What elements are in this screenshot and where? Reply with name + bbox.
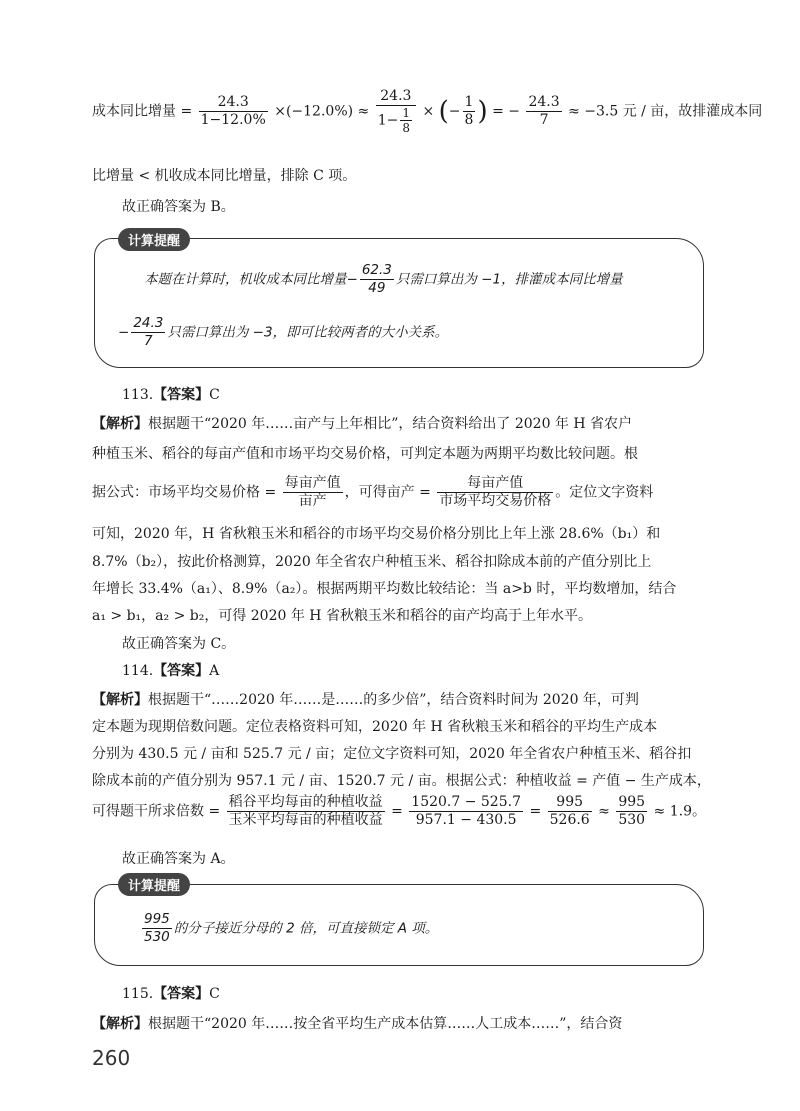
fraction <box>360 262 394 297</box>
fraction-den-prefix: 1− <box>377 112 399 129</box>
analysis-line <box>92 1013 622 1033</box>
fraction-numerator: 1 <box>402 106 410 120</box>
fraction-numerator: 24.3 <box>528 94 560 110</box>
question-heading <box>122 660 219 680</box>
fraction-denominator: 7 <box>539 112 549 128</box>
equals: = <box>529 803 542 820</box>
analysis-line: 年增长 33.4%（a₁）、8.9%（a₂）。根据两期平均数比较结论：当 a>b 时，平均数增加，结合 <box>92 581 677 597</box>
fraction-numerator: 每亩产值 <box>284 475 341 491</box>
analysis-line: 定本题为现期倍数问题。定位表格资料可知，2020 年 H 省秋粮玉米和稻谷的平均生产成本 <box>92 719 658 735</box>
tip-text <box>144 262 623 297</box>
question-number: 114. <box>122 663 154 679</box>
fraction <box>616 794 647 829</box>
fraction-numerator: 1520.7 − 525.7 <box>411 794 521 810</box>
text-segment: 据公式：市场平均交易价格 = <box>92 484 277 501</box>
analysis-line: 8.7%（b₂），按此价格测算，2020 年全省农户种植玉米、稻谷扣除成本前的产值分别比上 <box>92 554 652 570</box>
fraction-numerator: 24.3 <box>199 94 268 112</box>
fraction-denominator: 530 <box>144 929 170 945</box>
formula-eq: = − <box>492 103 520 120</box>
conclusion: 故正确答案为 C。 <box>122 636 236 652</box>
fraction-denominator: 526.6 <box>549 812 590 828</box>
conclusion: 故正确答案为 A。 <box>122 851 235 867</box>
tip-label: 计算提醒 <box>118 228 190 251</box>
fraction-denominator: 1−12.0% <box>200 112 266 128</box>
text-segment: ≈ 1.9。 <box>653 803 706 820</box>
question-heading <box>122 384 220 404</box>
question-number: 113. <box>122 387 154 403</box>
analysis-line: 可知，2020 年，H 省秋粮玉米和稻谷的市场平均交易价格分别比上年上涨 28.6%（b₁）和 <box>92 526 661 542</box>
minus: − <box>118 324 130 341</box>
minus: − <box>448 103 461 120</box>
fraction <box>437 475 553 510</box>
fraction-numerator: 24.3 <box>376 88 416 106</box>
formula-lhs: 成本同比增量 = <box>92 103 193 120</box>
text-line: 比增量 < 机收成本同比增量，排除 C 项。 <box>92 168 357 184</box>
fraction-numerator: 24.3 <box>133 315 164 331</box>
fraction-numerator: 62.3 <box>361 262 392 278</box>
fraction <box>463 94 476 129</box>
question-number: 115. <box>122 986 154 1002</box>
answer-value: A <box>209 663 220 679</box>
analysis-line <box>92 413 632 433</box>
text-segment: 。定位文字资料 <box>555 484 654 501</box>
fraction-numerator: 995 <box>618 794 646 810</box>
analysis-text: 根据题干“……2020 年……是……的多少倍”，结合资料时间为 2020 年，可判 <box>148 692 639 708</box>
tip-label: 计算提醒 <box>118 873 190 896</box>
tip-text: 的分子接近分母的 2 倍，可直接锁定 A 项。 <box>173 920 439 937</box>
formula-line <box>92 88 762 135</box>
fraction <box>227 794 385 829</box>
answer-tag: 【答案】 <box>153 986 210 1002</box>
tip-text-b: 只需口算出为 −1，排灌成本同比增量 <box>395 271 623 288</box>
analysis-tag: 【解析】 <box>92 692 148 708</box>
fraction-denominator: 8 <box>464 112 474 128</box>
fraction <box>142 911 172 946</box>
tip-text-a: 本题在计算时，机收成本同比增量 <box>144 271 347 288</box>
fraction <box>376 88 416 135</box>
fraction-denominator: 957.1 − 430.5 <box>415 812 517 828</box>
fraction-numerator: 995 <box>548 794 592 812</box>
analysis-text: 根据题干“2020 年……按全省平均生产成本估算……人工成本……”，结合资 <box>148 1016 623 1032</box>
fraction <box>199 94 268 129</box>
analysis-line: 种植玉米、稻谷的每亩产值和市场平均交易价格，可判定本题为两期平均数比较问题。根 <box>92 446 638 462</box>
answer-value: C <box>209 986 220 1002</box>
analysis-tag: 【解析】 <box>92 416 148 432</box>
formula-mult: ×(−12.0%) ≈ <box>274 103 370 120</box>
formula-result: ≈ −3.5 元 / 亩，故排灌成本同 <box>568 103 763 120</box>
page-number: 260 <box>92 1046 131 1070</box>
fraction-denominator: 8 <box>402 121 410 135</box>
fraction <box>548 794 592 829</box>
fraction-numerator: 995 <box>144 911 170 927</box>
answer-tag: 【答案】 <box>153 387 210 403</box>
fraction-numerator: 稻谷平均每亩的种植收益 <box>228 794 383 810</box>
approx: ≈ <box>598 803 610 820</box>
analysis-line: a₁ > b₁，a₂ > b₂，可得 2020 年 H 省秋粮玉米和稻谷的亩产均高于上年水平。 <box>92 608 592 624</box>
minus: − <box>346 271 358 288</box>
fraction <box>409 794 523 829</box>
analysis-line <box>92 475 653 510</box>
analysis-tag: 【解析】 <box>92 1016 148 1032</box>
fraction-denominator: 玉米平均每亩的种植收益 <box>228 812 383 828</box>
fraction-denominator: 亩产 <box>298 493 327 509</box>
fraction <box>283 475 343 510</box>
question-heading <box>122 983 220 1003</box>
analysis-line <box>92 794 706 829</box>
conclusion: 故正确答案为 B。 <box>122 199 235 215</box>
fraction <box>131 315 165 350</box>
fraction-numerator: 每亩产值 <box>437 475 553 493</box>
fraction-denominator: 49 <box>368 280 386 296</box>
analysis-line: 除成本前的产值分别为 957.1 元 / 亩、1520.7 元 / 亩。根据公式：种植收益 = 产值 − 生产成本， <box>92 773 711 789</box>
fraction <box>526 94 561 129</box>
fraction-denominator <box>376 106 416 135</box>
formula-mult: × <box>422 103 435 120</box>
left-paren: ( <box>438 96 449 127</box>
fraction-denominator: 7 <box>144 333 153 349</box>
fraction-denominator: 市场平均交易价格 <box>439 493 552 509</box>
answer-value: C <box>209 387 220 403</box>
tip-text <box>140 911 438 946</box>
nested-fraction <box>400 106 412 135</box>
right-paren: ) <box>477 96 488 127</box>
analysis-line: 分别为 430.5 元 / 亩和 525.7 元 / 亩；定位文字资料可知，2020 年全省农户种植玉米、稻谷扣 <box>92 746 692 762</box>
tip-text <box>118 315 448 350</box>
tip-text-d: 只需口算出为 −3，即可比较两者的大小关系。 <box>167 324 449 341</box>
analysis-text: 根据题干“2020 年……亩产与上年相比”，结合资料给出了 2020 年 H 省农户 <box>148 416 633 432</box>
analysis-line <box>92 689 639 709</box>
answer-tag: 【答案】 <box>153 663 210 679</box>
fraction-numerator: 1 <box>464 94 474 110</box>
fraction-denominator: 530 <box>618 812 646 828</box>
text-segment: 可得题干所求倍数 = <box>92 803 221 820</box>
equals: = <box>391 803 403 820</box>
text-segment: ，可得亩产 = <box>344 484 431 501</box>
